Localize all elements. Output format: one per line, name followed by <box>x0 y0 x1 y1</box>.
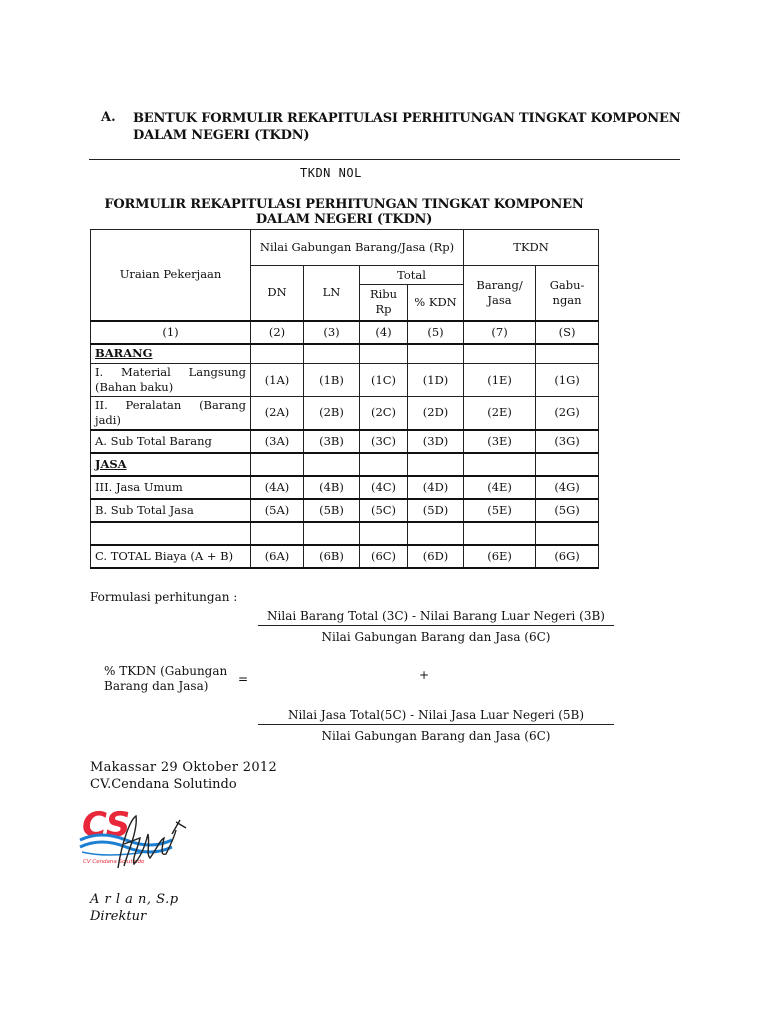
table-cell: (1B) <box>304 364 360 397</box>
header-nilai-gabungan: Nilai Gabungan Barang/Jasa (Rp) <box>251 230 464 266</box>
subtotal-barang-row <box>91 430 599 453</box>
table-cell: (4D) <box>408 476 464 499</box>
header-tkdn: TKDN <box>464 230 599 266</box>
index-cell: (S) <box>536 321 599 344</box>
form-title: FORMULIR REKAPITULASI PERHITUNGAN TINGKAT KOMPONEN DALAM NEGERI (TKDN) <box>104 197 584 227</box>
tkdn-label: TKDN NOL <box>300 166 362 180</box>
section-row-jasa <box>91 453 599 476</box>
row-label: II. Peralatan (Barang jadi) <box>91 397 251 430</box>
table-cell: (1C) <box>360 364 408 397</box>
table-cell: (1A) <box>251 364 304 397</box>
table-cell: (5B) <box>304 499 360 522</box>
logo-initials: CS <box>82 805 131 845</box>
formula-equals: = <box>238 672 249 686</box>
signer-name: A r l a n, S.p <box>90 892 179 907</box>
row-label: C. TOTAL Biaya (A + B) <box>91 545 251 568</box>
table-cell: (3G) <box>536 430 599 453</box>
logo-signature-graphic <box>76 800 206 882</box>
table-cell: (6D) <box>408 545 464 568</box>
table-cell: (6E) <box>464 545 536 568</box>
index-cell: (1) <box>91 321 251 344</box>
table-cell: (4C) <box>360 476 408 499</box>
table-cell: (6C) <box>360 545 408 568</box>
rekapitulasi-table <box>90 229 599 569</box>
row-label: III. Jasa Umum <box>91 476 251 499</box>
table-cell: (4B) <box>304 476 360 499</box>
blank-row <box>91 522 599 545</box>
table-cell: (6B) <box>304 545 360 568</box>
header-dn: DN <box>251 266 304 321</box>
company-name: CV.Cendana Solutindo <box>90 777 237 792</box>
table-cell: (4G) <box>536 476 599 499</box>
table-row <box>91 397 599 430</box>
row-label: A. Sub Total Barang <box>91 430 251 453</box>
index-row <box>91 321 599 344</box>
table-cell: (3E) <box>464 430 536 453</box>
logo-caption: CV Cendana Solutindo <box>83 859 145 865</box>
table-cell: (6A) <box>251 545 304 568</box>
table-cell: (2G) <box>536 397 599 430</box>
section-row-barang <box>91 344 599 364</box>
table-row <box>91 476 599 499</box>
place-date: Makassar 29 Oktober 2012 <box>90 760 278 775</box>
table-cell: (1D) <box>408 364 464 397</box>
index-cell: (4) <box>360 321 408 344</box>
table-cell: (1E) <box>464 364 536 397</box>
formula-lhs: % TKDN (Gabungan Barang dan Jasa) <box>104 664 228 693</box>
row-label: B. Sub Total Jasa <box>91 499 251 522</box>
total-row <box>91 545 599 568</box>
table-cell: (3B) <box>304 430 360 453</box>
index-cell: (2) <box>251 321 304 344</box>
table-cell: (2C) <box>360 397 408 430</box>
table-cell: (5E) <box>464 499 536 522</box>
table-cell: (1G) <box>536 364 599 397</box>
table-cell: (5A) <box>251 499 304 522</box>
table-row <box>91 364 599 397</box>
section-label-jasa: JASA <box>91 453 251 476</box>
table-cell: (4E) <box>464 476 536 499</box>
header-pct-kdn: % KDN <box>408 285 464 321</box>
header-uraian: Uraian Pekerjaan <box>91 230 251 321</box>
table-cell: (6G) <box>536 545 599 568</box>
formula-plus: + <box>419 668 430 682</box>
table-cell: (2E) <box>464 397 536 430</box>
header-ribu-rp: Ribu Rp <box>360 285 408 321</box>
header-barang-jasa: Barang/ Jasa <box>464 266 536 321</box>
header-gabungan: Gabu- ngan <box>536 266 599 321</box>
table-cell: (5D) <box>408 499 464 522</box>
company-logo-with-signature <box>76 800 206 882</box>
table-cell: (4A) <box>251 476 304 499</box>
row-label: I. Material Langsung (Bahan baku) <box>91 364 251 397</box>
header-total: Total <box>360 266 464 285</box>
index-cell: (5) <box>408 321 464 344</box>
header-row-1 <box>91 230 599 266</box>
table-cell: (5C) <box>360 499 408 522</box>
table-cell: (3C) <box>360 430 408 453</box>
index-cell: (7) <box>464 321 536 344</box>
divider <box>89 159 680 160</box>
table-cell: (5G) <box>536 499 599 522</box>
section-title: BENTUK FORMULIR REKAPITULASI PERHITUNGAN TINGKAT KOMPONEN DALAM NEGERI (TKDN) <box>133 111 681 143</box>
section-label-barang: BARANG <box>91 344 251 364</box>
formula-denominator-1: Nilai Gabungan Barang dan Jasa (6C) <box>321 630 551 644</box>
header-ln: LN <box>304 266 360 321</box>
index-cell: (3) <box>304 321 360 344</box>
table-cell: (2B) <box>304 397 360 430</box>
table-cell: (2A) <box>251 397 304 430</box>
subtotal-jasa-row <box>91 499 599 522</box>
table-cell: (3A) <box>251 430 304 453</box>
logo-underline <box>82 852 146 855</box>
table-cell: (2D) <box>408 397 464 430</box>
formula-label: Formulasi perhitungan : <box>90 590 238 604</box>
section-letter: A. <box>101 110 116 125</box>
signer-role: Direktur <box>90 909 147 924</box>
formula-numerator-1: Nilai Barang Total (3C) - Nilai Barang Luar Negeri (3B) <box>258 609 614 626</box>
formula-denominator-2: Nilai Gabungan Barang dan Jasa (6C) <box>321 729 551 743</box>
formula-numerator-2: Nilai Jasa Total(5C) - Nilai Jasa Luar Negeri (5B) <box>258 708 614 725</box>
table-cell: (3D) <box>408 430 464 453</box>
